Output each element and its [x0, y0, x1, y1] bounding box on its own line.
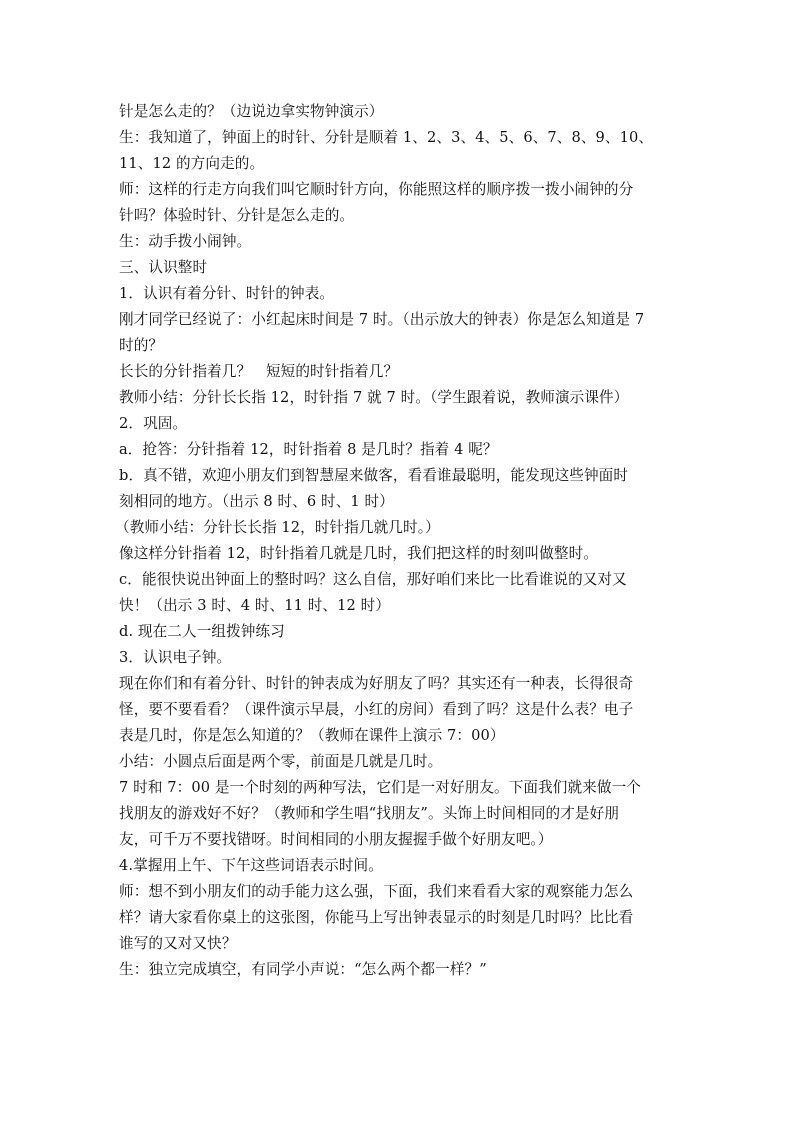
text-line: 3．认识电子钟。: [119, 649, 232, 666]
text-line: 1．认识有着分针、时针的钟表。: [119, 285, 335, 302]
text-line: 怪，要不要看看？（课件演示早晨，小红的房间）看到了吗？这是什么表？电子: [119, 701, 634, 718]
text-line: 现在你们和有着分针、时针的钟表成为好朋友了吗？其实还有一种表，长得很奇: [119, 675, 634, 692]
document-body: [115, 99, 679, 983]
text-line: 刻相同的地方。（出示 8 时、6 时、1 时）: [119, 493, 394, 510]
text-line: 像这样分针指着 12，时针指着几就是几时，我们把这样的时刻叫做整时。: [119, 545, 599, 562]
text-line: 表是几时，你是怎么知道的？（教师在课件上演示 7：00）: [119, 727, 505, 744]
text-line: 生：我知道了，钟面上的时针、分针是顺着 1、2、3、4、5、6、7、8、9、10、: [119, 129, 654, 146]
text-line: 小结：小圆点后面是两个零，前面是几就是几时。: [119, 753, 443, 770]
section-heading: 三、认识整时: [119, 259, 208, 276]
text-line: 4.掌握用上午、下午这些词语表示时间。: [119, 857, 383, 874]
text-line: 师：这样的行走方向我们叫它顺时针方向，你能照这样的顺序拨一拨小闹钟的分: [119, 181, 634, 198]
text-line: 友，可千万不要找错呀。时间相同的小朋友握握手做个好朋友吧。）: [119, 831, 553, 848]
text-line: c．能很快说出钟面上的整时吗？这么自信，那好咱们来比一比看谁说的又对又: [119, 571, 627, 588]
text-line: （教师小结：分针长长指 12，时针指几就几时。）: [115, 519, 440, 536]
text-line: 生：动手拨小闹钟。: [119, 233, 252, 250]
text-line: 教师小结：分针长长指 12，时针指 7 就 7 时。（学生跟着说，教师演示课件）: [119, 389, 629, 406]
text-line: 针吗？体验时针、分针是怎么走的。: [119, 207, 355, 224]
text-line: 2．巩固。: [119, 415, 188, 432]
text-line: 时的？: [119, 337, 164, 354]
text-line: a．抢答：分针指着 12，时针指着 8 是几时？指着 4 呢？: [119, 441, 498, 458]
text-line: 师：想不到小朋友们的动手能力这么强，下面，我们来看看大家的观察能力怎么: [119, 883, 634, 900]
text-line: 样？请大家看你桌上的这张图，你能马上写出钟表显示的时刻是几时吗？比比看: [119, 909, 634, 926]
text-line: 谁写的又对又快？: [119, 935, 237, 952]
text-line: 刚才同学已经说了：小红起床时间是 7 时。（出示放大的钟表）你是怎么知道是 7: [119, 311, 645, 328]
text-line: 针是怎么走的？（边说边拿实物钟演示）: [119, 103, 384, 120]
text-line: b．真不错，欢迎小朋友们到智慧屋来做客，看看谁最聪明，能发现这些钟面时: [119, 467, 629, 484]
text-line: d. 现在二人一组拨钟练习: [119, 623, 285, 640]
text-line: 找朋友的游戏好不好？（教师和学生唱“找朋友”。头饰上时间相同的才是好朋: [119, 805, 620, 822]
text-line: 长长的分针指着几？ 短短的时针指着几？: [119, 363, 399, 380]
text-line: 7 时和 7：00 是一个时刻的两种写法，它们是一对好朋友。下面我们就来做一个: [119, 779, 641, 796]
text-line: 快！（出示 3 时、4 时、11 时、12 时）: [119, 597, 391, 614]
text-line: 11、12 的方向走的。: [119, 155, 265, 172]
text-line: 生：独立完成填空，有同学小声说：“怎么两个都一样？”: [119, 961, 487, 978]
